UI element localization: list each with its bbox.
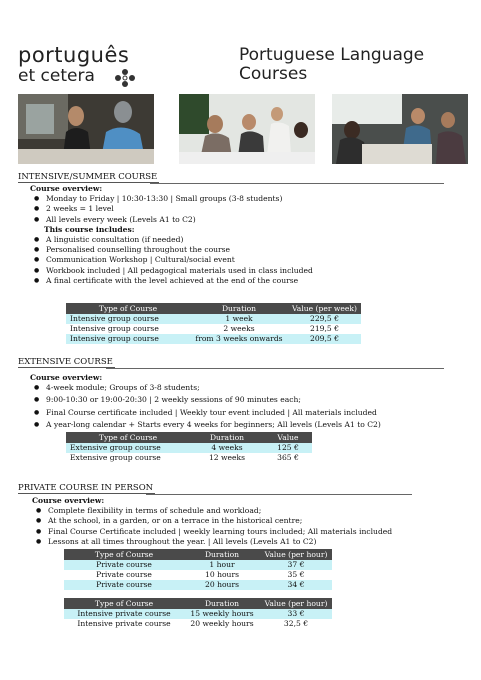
- table-cell: 4 weeks: [190, 443, 264, 453]
- private-heading: PRIVATE COURSE IN PERSON: [18, 483, 154, 493]
- table-cell: 20 weekly hours: [184, 619, 260, 629]
- table-cell: 365 €: [264, 453, 312, 463]
- table-cell: 20 hours: [184, 580, 260, 590]
- table-cell: 33 €: [260, 609, 332, 619]
- page-title: [239, 46, 424, 84]
- table-cell: Private course: [64, 580, 184, 590]
- table-row: [64, 619, 332, 629]
- table-cell: Private course: [64, 560, 184, 570]
- column-header: Duration: [190, 303, 288, 314]
- table-cell: Intensive private course: [64, 619, 184, 629]
- table-cell: 1 week: [190, 314, 288, 324]
- table-cell: Intensive private course: [64, 609, 184, 619]
- table-row: [64, 560, 332, 570]
- extensive-price-table: [66, 432, 312, 463]
- list-item: ● Complete flexibility in terms of schedule and workload;: [48, 506, 392, 516]
- classroom-photo-1: [18, 94, 154, 164]
- list-item: ● A year-long calendar + Starts every 4 weeks for beginners; All levels (Levels A1 to C2): [46, 420, 381, 430]
- list-item: ● At the school, in a garden, or on a terrace in the historical centre;: [48, 516, 392, 526]
- column-header: Duration: [190, 432, 264, 443]
- classroom-photo-3: [332, 94, 468, 164]
- table-cell: Intensive group course: [66, 334, 190, 344]
- table-cell: 1 hour: [184, 560, 260, 570]
- table-row: [66, 324, 361, 334]
- column-header: Type of Course: [66, 432, 190, 443]
- overview-label: Course overview:: [32, 496, 105, 505]
- list-item: ● A final certificate with the level achieved at the end of the course: [46, 276, 313, 286]
- overview-label: Course overview:: [30, 373, 103, 382]
- table-cell: 37 €: [260, 560, 332, 570]
- private-price-table: [64, 549, 332, 590]
- table-cell: from 3 weeks onwards: [190, 334, 288, 344]
- column-header: Duration: [184, 598, 260, 609]
- extensive-heading: EXTENSIVE COURSE: [18, 357, 113, 367]
- table-cell: Intensive group course: [66, 324, 190, 334]
- list-item: ● Personalised counselling throughout the course: [46, 245, 313, 255]
- logo-flower-icon: [114, 68, 136, 88]
- photo-strip: [18, 94, 468, 164]
- table-cell: 34 €: [260, 580, 332, 590]
- column-header: Value: [264, 432, 312, 443]
- list-item: ● Final Course Certificate included | weekly learning tours included; All materials included: [48, 527, 392, 537]
- table-cell: 219,5 €: [288, 324, 361, 334]
- list-item: ● Final Course certificate included | Weekly tour event included | All materials included: [46, 408, 381, 418]
- table-row: [66, 453, 312, 463]
- logo-line-2: et cetera: [18, 66, 95, 86]
- table-cell: 125 €: [264, 443, 312, 453]
- list-item: ● Lessons at all times throughout the year. | All levels (Levels A1 to C2): [48, 537, 392, 547]
- list-item: ● All levels every week (Levels A1 to C2): [46, 215, 313, 225]
- table-cell: 35 €: [260, 570, 332, 580]
- intensive-price-table: [66, 303, 361, 344]
- table-cell: Intensive group course: [66, 314, 190, 324]
- table-cell: 209,5 €: [288, 334, 361, 344]
- logo: [18, 44, 129, 86]
- table-cell: 12 weeks: [190, 453, 264, 463]
- table-cell: Private course: [64, 570, 184, 580]
- table-row: [66, 443, 312, 453]
- table-cell: 10 hours: [184, 570, 260, 580]
- list-item: ● 4-week module; Groups of 3-8 students;: [46, 383, 381, 393]
- column-header: Type of Course: [64, 549, 184, 560]
- section-divider: [146, 494, 412, 495]
- table-row: [64, 570, 332, 580]
- table-cell: 15 weekly hours: [184, 609, 260, 619]
- overview-label: Course overview:: [30, 184, 103, 193]
- list-item: ● Monday to Friday | 10:30-13:30 | Small groups (3-8 students): [46, 194, 313, 204]
- column-header: Duration: [184, 549, 260, 560]
- table-cell: 229,5 €: [288, 314, 361, 324]
- table-row: [64, 609, 332, 619]
- table-cell: 32,5 €: [260, 619, 332, 629]
- table-cell: Extensive group course: [66, 453, 190, 463]
- extensive-overview: [30, 373, 381, 430]
- intensive-overview: [30, 184, 313, 286]
- table-row: [64, 580, 332, 590]
- table-cell: Extensive group course: [66, 443, 190, 453]
- column-header: Type of Course: [64, 598, 184, 609]
- list-item: ● 9:00-10:30 or 19:00-20:30 | 2 weekly sessions of 90 minutes each;: [46, 395, 381, 405]
- column-header: Value (per hour): [260, 549, 332, 560]
- table-row: [66, 334, 361, 344]
- column-header: Value (per week): [288, 303, 361, 314]
- title-line-2: Courses: [239, 64, 308, 84]
- column-header: Value (per hour): [260, 598, 332, 609]
- classroom-photo-2: [179, 94, 315, 164]
- column-header: Type of Course: [66, 303, 190, 314]
- list-item: ● Communication Workshop | Cultural/social event: [46, 255, 313, 265]
- intensive-heading: INTENSIVE/SUMMER COURSE: [18, 172, 158, 182]
- section-divider: [106, 368, 444, 369]
- title-line-1: Portuguese Language: [239, 45, 425, 65]
- list-item: ● A linguistic consultation (if needed): [46, 235, 313, 245]
- table-cell: 2 weeks: [190, 324, 288, 334]
- list-item: ● Workbook included | All pedagogical materials used in class included: [46, 266, 313, 276]
- logo-line-1: português: [18, 43, 130, 67]
- includes-label: This course includes:: [44, 224, 135, 234]
- private-overview: [32, 496, 392, 547]
- list-item: ● 2 weeks = 1 level: [46, 204, 313, 214]
- intensive-private-price-table: [64, 598, 332, 629]
- table-row: [66, 314, 361, 324]
